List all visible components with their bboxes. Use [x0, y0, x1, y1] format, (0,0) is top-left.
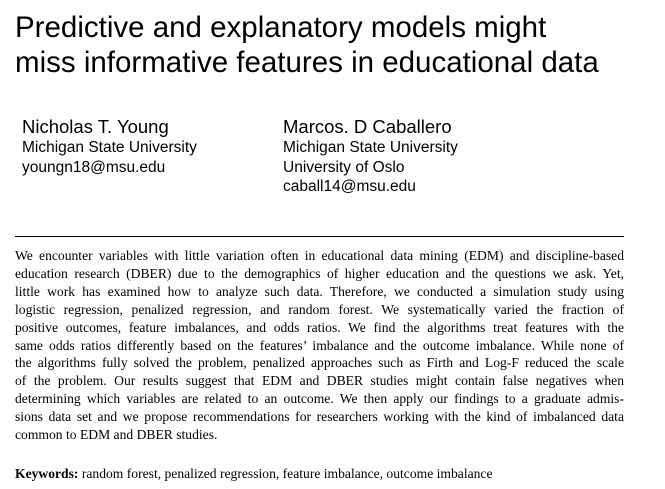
abstract-line: of the problem. Our results suggest that EDM and DBER studies might contain false negatives when	[15, 373, 624, 389]
keywords-text: random forest, penalized regression, feature imbalance, outcome imbalance	[81, 466, 493, 481]
title-line-1: Predictive and explanatory models might	[15, 11, 547, 44]
author-affiliation: Michigan State University	[22, 139, 197, 156]
title-line-2: miss informative features in educational data	[15, 46, 599, 79]
author-name: Nicholas T. Young	[22, 116, 169, 137]
author-block-2	[283, 116, 458, 197]
abstract-line: determining which variables are related to an outcome. We then apply our findings to a graduate admis-	[15, 391, 624, 407]
abstract-divider	[15, 236, 624, 237]
abstract-line: We encounter variables with little variation often in educational data mining (EDM) and discipline-based	[15, 248, 624, 263]
author-block-1	[22, 116, 197, 177]
author-email: caball14@msu.edu	[283, 178, 416, 195]
abstract-line: positive outcomes, feature imbalances, and odds ratios. We find the algorithms treat features with the	[15, 319, 624, 335]
abstract-line: common to EDM and DBER studies.	[15, 427, 218, 443]
abstract-line: same odds ratios differently based on the features’ imbalance and the outcome imbalance. While none of	[15, 337, 624, 353]
keywords-label: Keywords:	[15, 466, 79, 481]
abstract-line: logistic regression, penalized regression, and random forest. We systematically varied the fraction of	[15, 301, 624, 317]
keywords	[15, 465, 493, 482]
abstract-line: education research (DBER) due to the demographics of higher education and the questions we ask. Yet,	[15, 265, 624, 281]
author-affiliation: Michigan State University	[283, 139, 458, 156]
paper-title	[15, 10, 660, 80]
abstract-line: sions data set and we propose recommendations for researchers working with the kind of imbalanced data	[15, 409, 624, 425]
author-name: Marcos. D Caballero	[283, 116, 452, 137]
abstract	[15, 247, 624, 444]
abstract-line: little work has examined how to analyze such data. Therefore, we conducted a simulation study using	[15, 283, 624, 299]
author-email: youngn18@msu.edu	[22, 158, 166, 176]
author-affiliation: University of Oslo	[283, 158, 405, 176]
abstract-line: the algorithms fully solved the problem, penalized approaches such as Firth and Log-F reduced the scale	[15, 355, 624, 371]
